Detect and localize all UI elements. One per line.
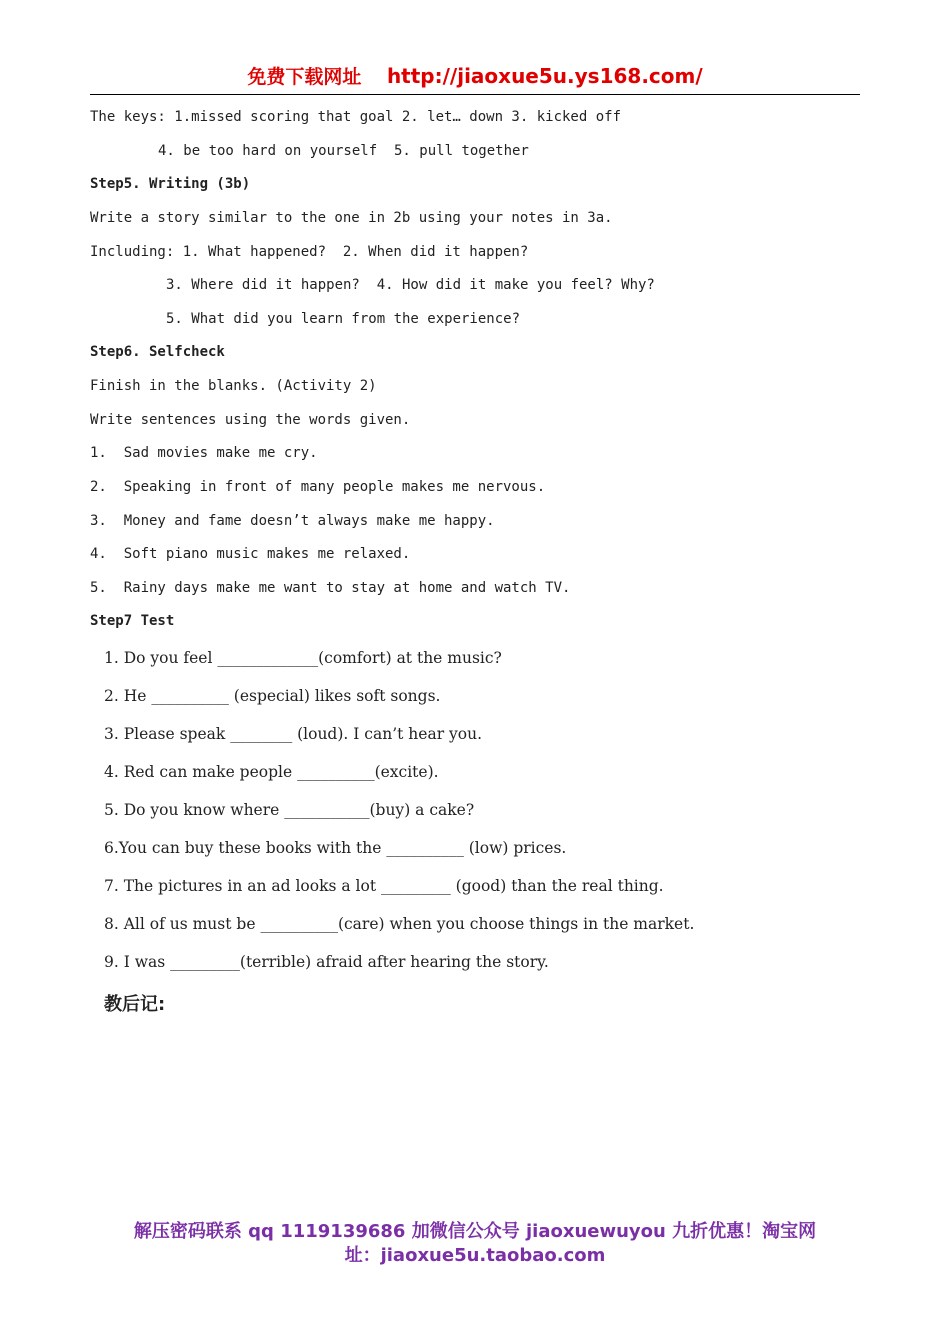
- test-blank: ________: [230, 725, 293, 743]
- test-blank: _________: [381, 877, 451, 895]
- step7-title: Step7 Test: [90, 613, 175, 629]
- keys-line-2: 4. be too hard on yourself 5. pull together: [158, 143, 529, 159]
- test-item-hint: (buy) a cake?: [369, 801, 475, 819]
- step6-line-2: Write sentences using the words given.: [90, 412, 411, 428]
- step5-line-1: Write a story similar to the one in 2b using your notes in 3a.: [90, 210, 613, 226]
- step5-line-3: 3. Where did it happen? 4. How did it make you feel? Why?: [166, 277, 655, 293]
- test-item-text: 2. He: [104, 687, 152, 705]
- step5-line-4: 5. What did you learn from the experience?: [166, 311, 521, 327]
- test-item: [104, 952, 549, 972]
- list-item: 2. Speaking in front of many people makes me nervous.: [90, 479, 546, 495]
- test-item-text: 4. Red can make people: [104, 763, 298, 781]
- header-cn-text: 免费下载网址: [247, 66, 362, 88]
- test-item-hint: (loud). I can’t hear you.: [292, 725, 483, 743]
- step6-title: Step6. Selfcheck: [90, 344, 225, 360]
- test-blank: __________: [260, 915, 338, 933]
- step5-title: Step5. Writing (3b): [90, 176, 251, 192]
- test-item: [104, 800, 474, 820]
- list-item: 1. Sad movies make me cry.: [90, 445, 318, 461]
- step6-line-1: Finish in the blanks. (Activity 2): [90, 378, 377, 394]
- test-item-text: 5. Do you know where: [104, 801, 285, 819]
- test-item: [104, 762, 439, 782]
- list-item: 4. Soft piano music makes me relaxed.: [90, 546, 411, 562]
- test-item-text: 8. All of us must be: [104, 915, 261, 933]
- teaching-notes-label: 教后记:: [104, 994, 166, 1015]
- header-url: http://jiaoxue5u.ys168.com/: [386, 64, 703, 88]
- test-blank: __________: [297, 763, 375, 781]
- page-footer: [80, 1220, 870, 1268]
- test-item-hint: (terrible) afraid after hearing the story.: [239, 953, 549, 971]
- test-item: [104, 648, 502, 668]
- test-item: [104, 876, 664, 896]
- test-blank: __________: [151, 687, 229, 705]
- list-item: 5. Rainy days make me want to stay at home and watch TV.: [90, 580, 571, 596]
- test-item-hint: (excite).: [374, 763, 439, 781]
- test-item-text: 9. I was: [104, 953, 171, 971]
- test-blank: _____________: [217, 649, 319, 667]
- test-item-text: 1. Do you feel: [104, 649, 218, 667]
- list-item: 3. Money and fame doesn’t always make me happy.: [90, 513, 495, 529]
- test-item-hint: (comfort) at the music?: [318, 649, 502, 667]
- test-blank: _________: [170, 953, 240, 971]
- page-header: [90, 62, 860, 95]
- test-item-hint: (good) than the real thing.: [450, 877, 664, 895]
- test-item-text: 6.You can buy these books with the: [104, 839, 387, 857]
- step5-line-2: Including: 1. What happened? 2. When did it happen?: [90, 244, 529, 260]
- footer-line-2: 址：jiaoxue5u.taobao.com: [344, 1245, 606, 1266]
- test-blank: __________: [386, 839, 464, 857]
- test-item: [104, 724, 482, 744]
- keys-line-1: The keys: 1.missed scoring that goal 2. let… down 3. kicked off: [90, 109, 622, 125]
- test-item-hint: (low) prices.: [463, 839, 567, 857]
- test-item: [104, 914, 694, 934]
- footer-line-1: 解压密码联系 qq 1119139686 加微信公众号 jiaoxuewuyou 九折优惠！淘宝网: [133, 1221, 817, 1242]
- test-item-hint: (especial) likes soft songs.: [228, 687, 441, 705]
- test-item: [104, 838, 566, 858]
- test-item-text: 7. The pictures in an ad looks a lot: [104, 877, 381, 895]
- test-item-text: 3. Please speak: [104, 725, 231, 743]
- test-item: [104, 686, 440, 706]
- test-item-hint: (care) when you choose things in the market.: [337, 915, 695, 933]
- test-blank: ___________: [284, 801, 370, 819]
